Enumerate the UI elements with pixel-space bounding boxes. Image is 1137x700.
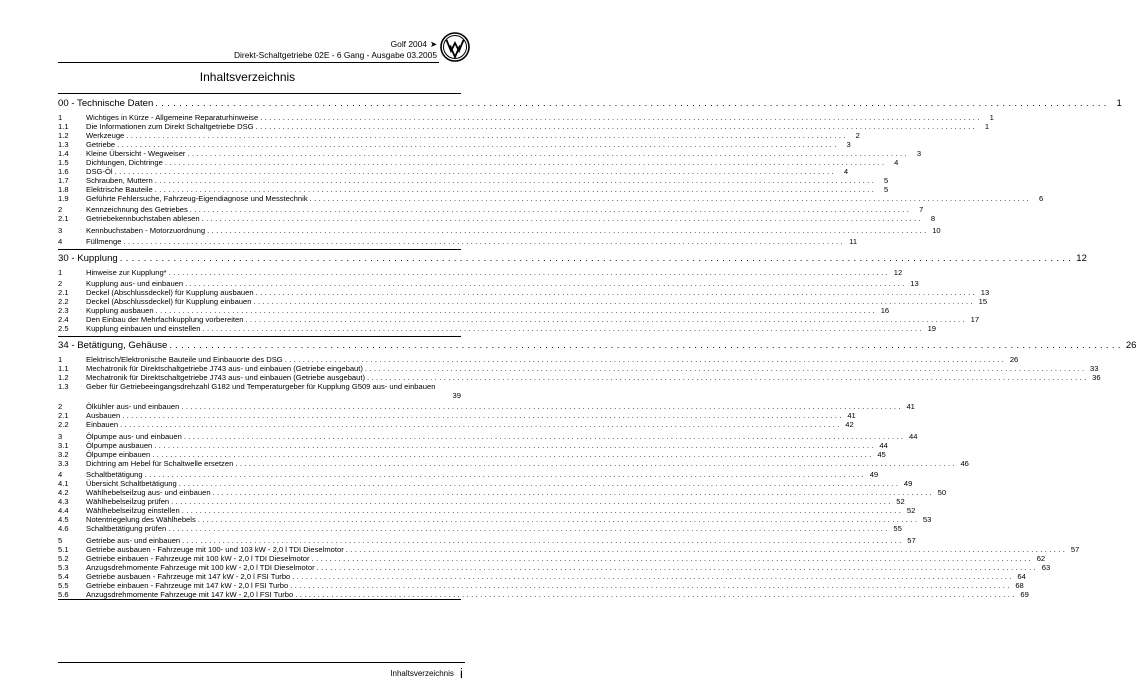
toc-page-number: 2 [855, 130, 860, 140]
toc-entry-row[interactable] [58, 175, 889, 185]
toc-entry-label: Deckel (Abschlussdeckel) für Kupplung ausbauen [86, 288, 254, 297]
toc-entry-label: Anzugsdrehmomente Fahrzeuge mit 100 kW - 2,0 l TDI Dieselmotor [86, 562, 315, 572]
toc-leader-dots: ................................................................................................................................................................ [169, 340, 1124, 351]
toc-entry-row[interactable] [58, 535, 916, 545]
toc-entry-number: 1.9 [58, 193, 69, 203]
toc-entry-label: Elektrische Bauteile [86, 184, 153, 194]
toc-page-number: 10 [932, 225, 941, 235]
toc-page-number: 64 [1017, 571, 1026, 581]
toc-leader-dots: ................................................................................................................................................................ [126, 130, 848, 140]
toc-entry-label: 30 - Kupplung [58, 253, 118, 264]
toc-page-number: 11 [849, 237, 858, 246]
toc-leader-dots: ................................................................................................................................................................ [189, 205, 912, 214]
toc-entry-number: 4.6 [58, 524, 69, 533]
toc-entry-label: Ölpumpe einbauen [86, 449, 151, 459]
footer-label: Inhaltsverzeichnis [390, 669, 454, 678]
toc-leader-dots: ................................................................................................................................................................ [260, 112, 982, 122]
toc-entry-row[interactable] [58, 279, 919, 288]
toc-entry-number: 2.2 [58, 420, 69, 429]
toc-entry-number: 3 [58, 431, 63, 441]
toc-entry-row[interactable] [58, 205, 924, 214]
toc-page-number: 46 [960, 458, 969, 468]
toc-leader-dots: ................................................................................................................................................................ [182, 535, 904, 545]
toc-page-number: 36 [1092, 372, 1101, 382]
toc-entry-row[interactable] [58, 214, 936, 223]
toc-leader-dots: ................................................................................................................................................................ [123, 237, 846, 246]
toc-entry-label: Geber für Getriebeeingangsdrehzahl G182 und Temperaturgeber für Kupplung G509 aus- und einbauen [86, 381, 436, 391]
toc-entry-row[interactable] [58, 497, 905, 506]
toc-entry-label: Ausbauen [86, 411, 121, 420]
toc-leader-dots: ................................................................................................................................................................ [144, 470, 867, 479]
toc-entry-row[interactable] [58, 479, 913, 488]
toc-entry-row[interactable] [58, 139, 851, 149]
toc-entry-label: 00 - Technische Daten [58, 98, 154, 109]
toc-entry-number: 1.6 [58, 166, 69, 176]
toc-entry-number: 1.5 [58, 157, 69, 167]
toc-entry-label: Getriebe einbauen - Fahrzeuge mit 100 kW - 2,0 l TDI Dieselmotor [86, 553, 310, 563]
toc-leader-dots: ................................................................................................................................................................ [120, 420, 842, 429]
toc-entry-row[interactable] [58, 363, 1099, 373]
toc-page-number: 49 [869, 470, 879, 479]
toc-entry-number: 1.2 [58, 130, 69, 140]
toc-page-number: 69 [1020, 589, 1029, 599]
toc-leader-dots: ................................................................................................................................................................ [154, 440, 876, 450]
toc-leader-dots: ................................................................................................................................................................ [367, 372, 1089, 382]
toc-entry-number: 2.1 [58, 288, 69, 297]
toc-entry-label: Geführte Fehlersuche, Fahrzeug-Eigendiagnose und Messtechnik [86, 193, 308, 203]
toc-entry-number: 2.5 [58, 324, 69, 333]
toc-entry-row[interactable] [58, 506, 916, 515]
toc-leader-dots: ................................................................................................................................................................ [253, 297, 976, 306]
toc-entry-label: Hinweise zur Kupplung* [86, 267, 167, 277]
toc-entry-row[interactable] [58, 306, 890, 315]
toc-leader-dots: ................................................................................................................................................................ [311, 553, 1034, 563]
toc-page-number: 33 [1090, 363, 1099, 373]
toc-entry-label: Kupplung einbauen und einstellen [86, 324, 201, 333]
toc-page-number: 3 [846, 139, 851, 149]
toc-page-number: 4 [894, 157, 899, 167]
toc-entry-label: DSG-Öl [86, 166, 113, 176]
toc-page-number: 26 [1125, 340, 1137, 351]
header-divider [58, 62, 439, 63]
toc-entry-label: 34 - Betätigung, Gehäuse [58, 340, 168, 351]
toc-leader-dots: ................................................................................................................................................................ [181, 402, 903, 411]
toc-entry-number: 2 [58, 205, 63, 214]
table-of-contents [58, 93, 1137, 600]
toc-entry-row[interactable] [58, 184, 889, 194]
toc-page-number: 68 [1015, 580, 1024, 590]
toc-entry-label: Ölpumpe aus- und einbauen [86, 431, 182, 441]
toc-entry-label: Schrauben, Muttern [86, 175, 153, 185]
toc-page-number: 57 [907, 535, 916, 545]
footer-page-number: i [459, 665, 463, 681]
toc-page-number: 52 [896, 497, 905, 506]
toc-leader-dots: ................................................................................................................................................................ [345, 544, 1068, 554]
toc-entry-number: 1 [58, 267, 63, 277]
toc-entry-label: Getriebe ausbauen - Fahrzeuge mit 147 kW - 2,0 l FSI Turbo [86, 571, 291, 581]
toc-entry-label: Getriebe aus- und einbauen [86, 535, 181, 545]
toc-entry-label: Notentriegelung des Wählhebels [86, 515, 196, 524]
toc-entry-label: Einbauen [86, 420, 119, 429]
toc-entry-number: 3.1 [58, 440, 69, 450]
toc-entry-number: 5.3 [58, 562, 69, 572]
toc-entry-row[interactable] [58, 130, 860, 140]
toc-entry-number: 1.3 [58, 381, 69, 391]
toc-entry-label: Kleine Übersicht - Wegweiser [86, 148, 186, 158]
toc-entry-row[interactable] [58, 148, 922, 158]
toc-entry-number: 1 [58, 112, 63, 122]
toc-page-number: 45 [877, 449, 886, 459]
toc-entry-number: 4 [58, 470, 63, 479]
toc-entry-row[interactable] [58, 589, 1029, 599]
toc-entry-row[interactable] [58, 580, 1024, 590]
toc-entry-row[interactable] [58, 440, 888, 450]
toc-entry-row[interactable] [58, 515, 932, 524]
toc-page-number: 17 [970, 315, 980, 324]
toc-leader-dots: ................................................................................................................................................................ [154, 175, 877, 185]
toc-entry-label: Wählhebelseilzug aus- und einbauen [86, 488, 211, 497]
toc-page-number: 62 [1036, 553, 1046, 563]
toc-entry-label: Getriebe [86, 139, 116, 149]
toc-entry-number: 1.8 [58, 184, 69, 194]
toc-entry-row[interactable] [58, 121, 990, 131]
toc-entry-number: 1.4 [58, 148, 69, 158]
toc-leader-dots: ................................................................................................................................................................ [114, 166, 837, 176]
footer [390, 665, 463, 681]
toc-entry-row[interactable] [58, 449, 886, 459]
toc-entry-number: 4.2 [58, 488, 69, 497]
footer-divider [58, 662, 465, 663]
toc-entry-label: Mechatronik für Direktschaltgetriebe J743 aus- und einbauen (Getriebe eingebaut) [86, 363, 363, 373]
toc-entry-number: 3.3 [58, 458, 69, 468]
toc-page-number: 12 [893, 267, 903, 277]
toc-entry-label: Wichtiges in Kürze - Allgemeine Reparaturhinweise [86, 112, 259, 122]
toc-entry-number: 5.4 [58, 571, 69, 581]
toc-entry-row[interactable] [58, 402, 915, 411]
toc-entry-row[interactable] [58, 157, 899, 167]
toc-page-number: 8 [930, 214, 936, 223]
toc-entry-row[interactable] [58, 267, 903, 277]
toc-entry-row[interactable] [58, 324, 937, 333]
toc-leader-dots: ................................................................................................................................................................ [309, 193, 1032, 203]
toc-entry-row[interactable] [58, 237, 858, 246]
toc-leader-dots: ................................................................................................................................................................ [171, 497, 893, 506]
toc-entry-label: Ölpumpe ausbauen [86, 440, 153, 450]
toc-entry-number: 2.2 [58, 297, 69, 306]
toc-entry-label: Deckel (Abschlussdeckel) für Kupplung einbauen [86, 297, 252, 306]
toc-leader-dots: ................................................................................................................................................................ [292, 571, 1014, 581]
toc-entry-number: 1 [58, 354, 63, 364]
toc-chapter-row[interactable] [58, 336, 1137, 352]
toc-page-number: 55 [893, 524, 902, 533]
toc-entry-row[interactable] [58, 562, 1051, 572]
toc-leader-dots: ................................................................................................................................................................ [155, 98, 1110, 109]
toc-page-number: 5 [884, 175, 889, 185]
toc-entry-label: Schaltbetätigung [86, 470, 143, 479]
toc-entry-number: 1.7 [58, 175, 69, 185]
toc-leader-dots: ................................................................................................................................................................ [245, 315, 968, 324]
toc-leader-dots: ................................................................................................................................................................ [197, 515, 920, 524]
toc-leader-dots: ................................................................................................................................................................ [181, 506, 904, 515]
toc-page-number: 15 [978, 297, 988, 306]
toc-entry-label: Übersicht Schaltbetätigung [86, 479, 177, 488]
toc-leader-dots: ................................................................................................................................................................ [168, 267, 891, 277]
toc-page-number: 13 [910, 279, 919, 288]
toc-leader-dots: ................................................................................................................................................................ [316, 562, 1039, 572]
toc-entry-label: Dichtring am Hebel für Schaltwelle ersetzen [86, 458, 234, 468]
toc-chapter-row[interactable] [58, 98, 1122, 110]
header-subtitle: Direkt-Schaltgetriebe 02E - 6 Gang - Ausgabe 03.2005 [234, 50, 437, 60]
toc-entry-number: 4.3 [58, 497, 69, 506]
toc-page-number: 44 [908, 431, 918, 441]
toc-leader-dots: ................................................................................................................................................................ [185, 279, 907, 288]
toc-leader-dots: ................................................................................................................................................................ [119, 253, 1075, 264]
toc-page-number: 50 [937, 488, 947, 497]
header-car [391, 39, 437, 50]
toc-leader-dots: ................................................................................................................................................................ [183, 431, 906, 441]
toc-leader-dots: ................................................................................................................................................................ [201, 214, 924, 223]
toc-entry-row[interactable] [58, 488, 947, 497]
toc-leader-dots: ................................................................................................................................................................ [178, 479, 901, 488]
toc-entry-row[interactable] [58, 458, 969, 468]
toc-entry-number: 2 [58, 402, 63, 411]
toc-page-number: 63 [1041, 562, 1051, 572]
toc-entry-number: 5 [58, 535, 63, 545]
toc-page-number: 19 [927, 324, 937, 333]
toc-entry-number: 4.5 [58, 515, 69, 524]
toc-entry-number: 3 [58, 225, 63, 235]
toc-entry-row[interactable] [58, 166, 849, 176]
toc-page-number: 49 [903, 479, 913, 488]
toc-entry-row[interactable] [58, 382, 461, 400]
toc-entry-number: 5.6 [58, 589, 69, 599]
toc-entry-row[interactable] [58, 411, 856, 420]
toc-page-number: 44 [879, 440, 888, 450]
toc-entry-number: 5.2 [58, 553, 69, 563]
toc-leader-dots: ................................................................................................................................................................ [155, 306, 878, 315]
toc-entry-label: Anzugsdrehmomente Fahrzeuge mit 147 kW - 2,0 l FSI Turbo [86, 589, 294, 599]
page-title: Inhaltsverzeichnis [199, 70, 296, 84]
toc-page-number: 7 [919, 205, 924, 214]
toc-leader-dots: ................................................................................................................................................................ [284, 354, 1007, 364]
toc-entry-label: Kennbuchstaben - Motorzuordnung [86, 225, 206, 235]
toc-page-number: 39 [452, 390, 461, 400]
toc-entry-row[interactable] [58, 470, 879, 479]
toc-page-number: 53 [922, 515, 932, 524]
toc-leader-dots: ................................................................................................................................................................ [154, 184, 877, 194]
toc-entry-number: 5.5 [58, 580, 69, 590]
toc-entry-label: Mechatronik für Direktschaltgetriebe J743 aus- und einbauen (Getriebe ausgebaut) [86, 372, 366, 382]
toc-page-number: 5 [884, 184, 889, 194]
toc-entry-label: Die Informationen zum Direkt Schaltgetriebe DSG [86, 121, 254, 131]
arrow-right-icon: ➤ [429, 39, 437, 49]
toc-entry-number: 2 [58, 279, 63, 288]
toc-entry-number: 2.1 [58, 411, 69, 420]
toc-entry-label: Ölkühler aus- und einbauen [86, 402, 180, 411]
toc-entry-label: Elektrisch/Elektronische Bauteile und Einbauorte des DSG [86, 354, 283, 364]
toc-entry-row[interactable] [58, 288, 990, 297]
toc-entry-label: Schaltbetätigung prüfen [86, 524, 167, 533]
toc-leader-dots: ................................................................................................................................................................ [364, 363, 1087, 373]
toc-leader-dots: ................................................................................................................................................................ [255, 121, 978, 131]
toc-entry-label: Dichtungen, Dichtringe [86, 157, 163, 167]
toc-entry-number: 4 [58, 237, 63, 246]
toc-entry-row[interactable] [58, 193, 1044, 203]
toc-entry-row[interactable] [58, 225, 941, 235]
toc-entry-label: Getriebe einbauen - Fahrzeuge mit 147 kW - 2,0 l FSI Turbo [86, 580, 289, 590]
toc-entry-label: Werkzeuge [86, 130, 125, 140]
toc-leader-dots: ................................................................................................................................................................ [187, 148, 910, 158]
toc-leader-dots: ................................................................................................................................................................ [212, 488, 935, 497]
toc-entry-label: Wählhebelseilzug prüfen [86, 497, 170, 506]
toc-page-number: 13 [980, 288, 990, 297]
toc-entry-number: 2.4 [58, 315, 69, 324]
toc-entry-number: 5.1 [58, 544, 69, 554]
toc-page-number: 42 [845, 420, 854, 429]
toc-entry-label: Wählhebelseilzug einstellen [86, 506, 180, 515]
toc-entry-label: Kupplung ausbauen [86, 306, 154, 315]
toc-page-number: 4 [843, 166, 849, 176]
toc-entry-label: Füllmenge [86, 237, 122, 246]
toc-entry-row[interactable] [58, 315, 980, 324]
vw-logo-icon [440, 32, 470, 62]
toc-page-number: 41 [847, 411, 856, 420]
toc-entry-label: Den Einbau der Mehrfachkupplung vorbereiten [86, 315, 244, 324]
toc-entry-row[interactable] [58, 372, 1101, 382]
toc-leader-dots: ................................................................................................................................................................ [295, 589, 1017, 599]
toc-entry-row[interactable] [58, 354, 1019, 364]
toc-page-number: 1 [984, 121, 990, 131]
toc-page-number: 6 [1038, 193, 1044, 203]
toc-page-number: 52 [906, 506, 916, 515]
toc-entry-row[interactable] [58, 297, 988, 306]
toc-entry-label: Kupplung aus- und einbauen [86, 279, 184, 288]
toc-page-number: 1 [989, 112, 994, 122]
toc-page-number: 41 [906, 402, 915, 411]
toc-entry-number: 1.1 [58, 363, 69, 373]
toc-entry-number: 4.4 [58, 506, 69, 515]
toc-leader-dots: ................................................................................................................................................................ [207, 225, 929, 235]
toc-leader-dots: ................................................................................................................................................................ [290, 580, 1012, 590]
header-car-label: Golf 2004 [390, 39, 427, 49]
toc-page-number: 26 [1009, 354, 1019, 364]
toc-page-number: 3 [916, 148, 922, 158]
toc-page-number: 16 [880, 306, 890, 315]
toc-entry-label: Getriebe ausbauen - Fahrzeuge mit 100- und 103 kW - 2,0 l TDI Dieselmotor [86, 544, 344, 554]
toc-leader-dots: ................................................................................................................................................................ [122, 411, 844, 420]
toc-entry-number: 2.3 [58, 306, 69, 315]
toc-entry-row[interactable] [58, 524, 902, 533]
toc-entry-number: 3.2 [58, 449, 69, 459]
toc-leader-dots: ................................................................................................................................................................ [152, 449, 874, 459]
toc-page-number: 12 [1076, 253, 1087, 264]
toc-leader-dots: ................................................................................................................................................................ [255, 288, 978, 297]
toc-page-number: 57 [1070, 544, 1080, 554]
toc-entry-number: 2.1 [58, 214, 69, 223]
toc-entry-label: Getriebekennbuchstaben ablesen [86, 214, 200, 223]
toc-leader-dots: ................................................................................................................................................................ [202, 324, 925, 333]
toc-entry-number: 1.1 [58, 121, 69, 131]
toc-entry-row[interactable] [58, 112, 994, 122]
toc-chapter-row[interactable] [58, 249, 1087, 265]
toc-entry-row[interactable] [58, 431, 918, 441]
toc-entry-row[interactable] [58, 553, 1046, 563]
toc-entry-label: Kennzeichnung des Getriebes [86, 205, 188, 214]
toc-leader-dots: ................................................................................................................................................................ [168, 524, 890, 533]
toc-entry-row[interactable] [58, 571, 1026, 581]
toc-entry-row[interactable] [58, 420, 854, 429]
toc-entry-row[interactable] [58, 544, 1080, 554]
toc-leader-dots: ................................................................................................................................................................ [164, 157, 887, 167]
toc-entry-number: 1.2 [58, 372, 69, 382]
toc-entry-number: 4.1 [58, 479, 69, 488]
toc-leader-dots: ................................................................................................................................................................ [235, 458, 957, 468]
toc-page-number: 1 [1116, 98, 1122, 109]
toc-entry-number: 1.3 [58, 139, 69, 149]
toc-leader-dots: ................................................................................................................................................................ [117, 139, 839, 149]
